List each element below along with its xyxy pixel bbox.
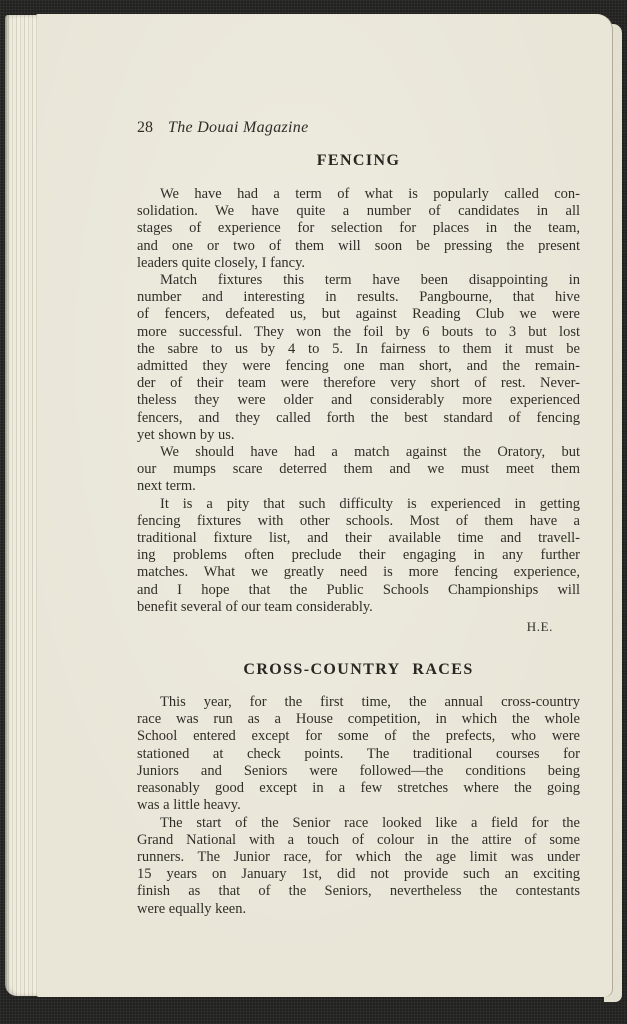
section-heading: FENCING [316,152,401,169]
text-line: theless they were older and considerably more experienced [137,392,580,409]
text-line: and one or two of them will soon be pressing the present [137,237,580,254]
text-line: School entered except for some of the prefects, who were [137,728,580,745]
text-line: next term. [137,478,196,495]
paragraph [137,694,580,814]
text-line: benefit several of our team considerably. [137,598,373,615]
text-line: We have had a term of what is popularly called con- [160,186,580,202]
article-section [137,661,580,918]
article-section [137,152,580,635]
paragraph [137,444,580,496]
text-line: We should have had a match against the Oratory, but [160,444,580,461]
text-line: the sabre to us by 4 to 5. In fairness to them it must be [137,340,580,357]
text-line: leaders quite closely, I fancy. [137,254,306,271]
text-line: It is a pity that such difficulty is experienced in getting [160,495,580,512]
paragraph [137,186,580,272]
text-line: 15 years on January 1st, did not provide such an exciting [137,866,580,883]
running-header [137,118,580,138]
magazine-title: The Douai Magazine [168,119,309,136]
page-content [137,118,580,918]
text-line: ing problems often preclude their engaging in any further [137,547,580,564]
text-line: finish as that of the Seniors, nevertheless the contestants [137,883,580,900]
text-line: admitted they were fencing one man short, and the remain- [137,358,580,375]
text-line: Match fixtures this term have been disappointing in [160,272,580,289]
text-line: number and interesting in results. Pangbourne, that hive [137,289,580,306]
text-line: matches. What we greatly need is more fencing experience, [137,564,580,581]
text-line: more successful. They won the foil by 6 bouts to 3 but lost [137,323,580,340]
text-line: The start of the Senior race looked like a field for the [160,814,580,831]
text-line: traditional fixture list, and their available time and travell- [137,530,580,547]
text-line: reasonably good except in a few stretches where the going [137,780,580,797]
text-line: stages of experience for selection for places in the team, [137,220,580,237]
text-line: Grand National with a touch of colour in the attire of some [137,831,580,848]
text-line: yet shown by us. [137,426,235,443]
text-line: of fencers, defeated us, but against Reading Club we were [137,306,580,323]
text-line: were equally keen. [137,900,247,917]
text-line: Juniors and Seniors were followed—the conditions being [137,762,580,779]
article-sections [137,152,580,918]
text-line: fencers, and they called forth the best standard of fencing [137,409,580,426]
text-line: This year, for the first time, the annual cross-country [160,694,580,711]
section-heading: CROSS-COUNTRY RACES [243,661,474,679]
text-line: der of their team were therefore very short of rest. Never- [137,375,580,392]
text-line: runners. The Junior race, for which the age limit was under [137,848,580,865]
text-line: solidation. We have quite a number of candidates in all [137,203,580,220]
paragraph [137,272,580,444]
stacked-page-edges [5,15,37,996]
page-number: 28 [137,119,153,136]
text-line: our mumps scare deterred them and we must meet them [137,461,580,478]
paragraph [137,815,580,918]
text-line: was a little heavy. [137,797,241,814]
author-initials: H.E. [526,619,553,635]
text-line: race was run as a House competition, in which the whole [137,711,580,728]
text-line: fencing fixtures with other schools. Most of them have a [137,512,580,529]
text-line: stationed at check points. The traditional courses for [137,745,580,762]
text-line: and I hope that the Public Schools Championships will [137,581,580,598]
paragraph [137,496,580,616]
